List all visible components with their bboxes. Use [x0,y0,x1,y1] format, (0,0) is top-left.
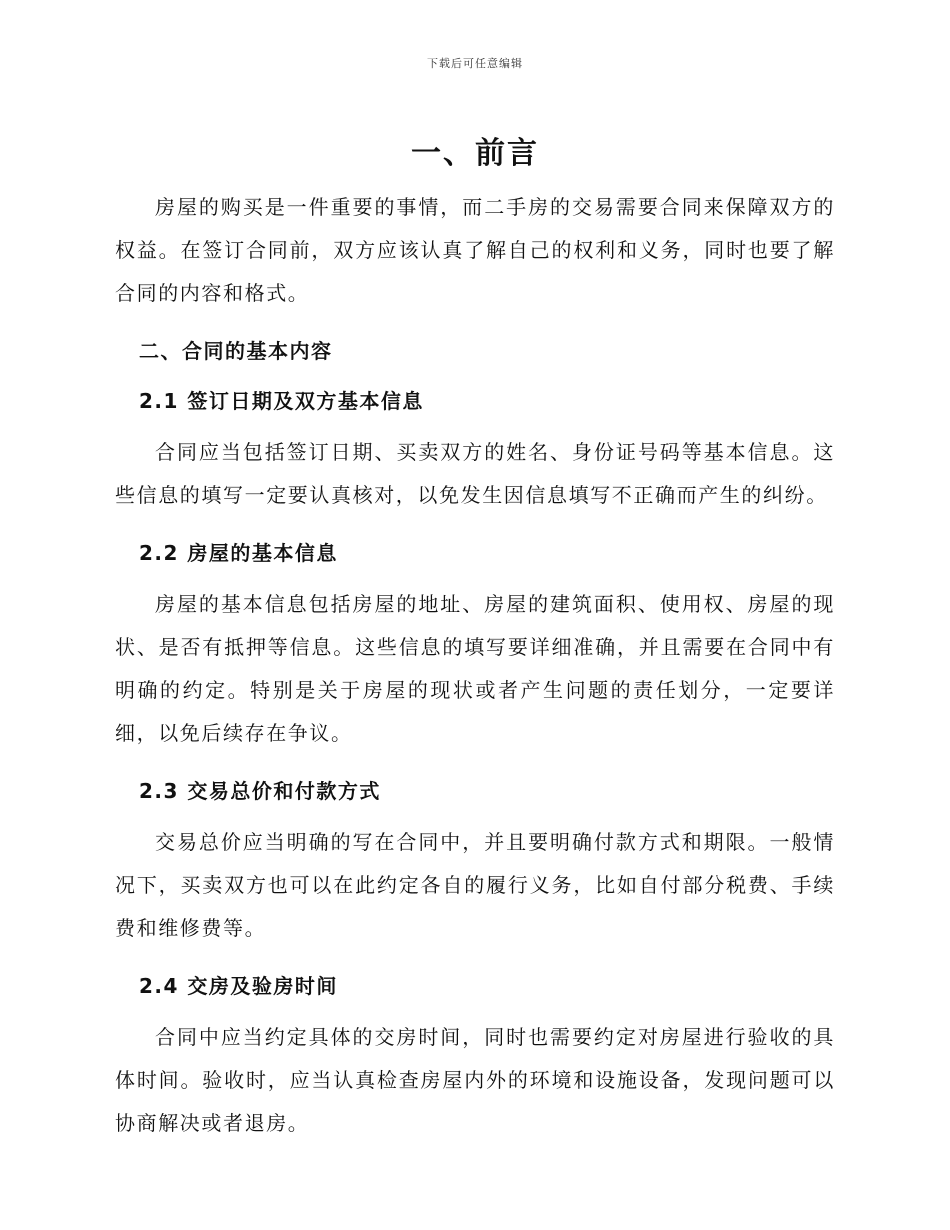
subsection-heading-2-3: 2.3 交易总价和付款方式 [139,779,381,803]
subsection-heading-2-4: 2.4 交房及验房时间 [139,974,338,998]
subsection-heading-2-2: 2.2 房屋的基本信息 [139,541,338,565]
section-heading-basic-content: 二、合同的基本内容 [139,339,333,363]
subsection-body-2-1: 合同应当包括签订日期、买卖双方的姓名、身份证号码等基本信息。这些信息的填写一定要认真核对，以免发生因信息填写不正确而产生的纠纷。 [115,440,835,507]
subsection-body-2-2: 房屋的基本信息包括房屋的地址、房屋的建筑面积、使用权、房屋的现状、是否有抵押等信息。这些信息的填写要详细准确，并且需要在合同中有明确的约定。特别是关于房屋的现状或者产生问题的责任划分，一定要详细，以免后续存在争议。 [115,592,835,745]
subsection-body-2-3: 交易总价应当明确的写在合同中，并且要明确付款方式和期限。一般情况下，买卖双方也可以在此约定各自的履行义务，比如自付部分税费、手续费和维修费等。 [115,830,835,940]
subsection-body-2-4: 合同中应当约定具体的交房时间，同时也需要约定对房屋进行验收的具体时间。验收时，应当认真检查房屋内外的环境和设施设备，发现问题可以协商解决或者退房。 [115,1025,835,1135]
intro-paragraph: 房屋的购买是一件重要的事情，而二手房的交易需要合同来保障双方的权益。在签订合同前，双方应该认真了解自己的权利和义务，同时也要了解合同的内容和格式。 [115,195,835,305]
document-content [115,128,835,1145]
header-note: 下载后可任意编辑 [427,57,523,70]
page-title: 一、前言 [411,136,539,171]
subsection-heading-2-1: 2.1 签订日期及双方基本信息 [139,389,424,413]
